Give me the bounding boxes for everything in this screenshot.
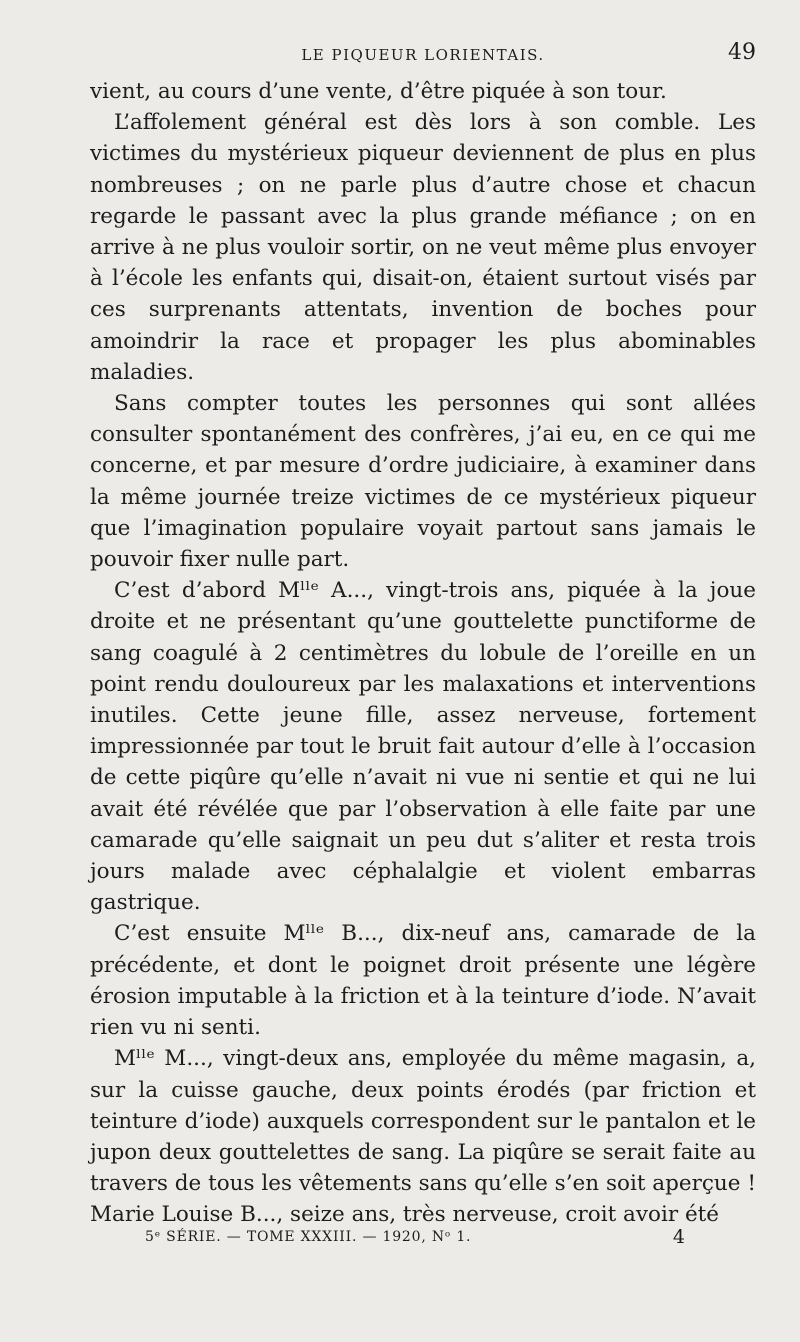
body-text	[90, 76, 756, 1231]
series-info: 5ᵉ SÉRIE. — TOME XXXIII. — 1920, Nᵒ 1.	[145, 1229, 472, 1245]
paragraph: C’est d’abord Mˡˡᵉ A..., vingt-trois ans, piquée à la joue droite et ne présentant qu’une gouttelette punctiforme de sang coagulé à 2 centimètres du lobule de l’oreille en un point rendu douloureux par les malaxations et interventions inutiles. Cette jeune fille, assez nerveuse, fortement impressionnée par tout le bruit fait autour d’elle à l’occasion de cette piqûre qu’elle n’avait ni vue ni sentie et qui ne lui avait été révélée que par l’observation à elle faite par une camarade qu’elle saignait un peu dut s’aliter et resta trois jours malade avec céphalalgie et violent embarras gastrique.	[90, 578, 756, 916]
paragraph-continuation: vient, au cours d’une vente, d’être piquée à son tour.	[90, 79, 667, 104]
paragraph: C’est ensuite Mˡˡᵉ B..., dix-neuf ans, camarade de la précédente, et dont le poignet droit présente une légère érosion imputable à la friction et à la teinture d’iode. N’avait rien vu ni senti.	[90, 921, 756, 1041]
paragraph: Mˡˡᵉ M..., vingt-deux ans, employée du même magasin, a, sur la cuisse gauche, deux points érodés (par friction et teinture d’iode) auxquels correspondent sur le pantalon et le jupon deux gouttelettes de sang. La piqûre se serait faite au travers de tous les vêtements sans qu’elle s’en soit aperçue ! Marie Louise B..., seize ans, très nerveuse, croit avoir été	[90, 1046, 756, 1228]
running-title: LE PIQUEUR LORIENTAIS.	[301, 46, 545, 64]
page-footer	[145, 1226, 685, 1252]
paragraph: L’affolement général est dès lors à son comble. Les victimes du mystérieux piqueur deviennent de plus en plus nombreuses ; on ne parle plus d’autre chose et chacun regarde le passant avec la plus grande méfiance ; on en arrive à ne plus vouloir sortir, on ne veut même plus envoyer à l’école les enfants qui, disait-on, étaient surtout visés par ces surprenants attentats, invention de boches pour amoindrir la race et propager les plus abominables maladies.	[90, 110, 756, 385]
paragraph: Sans compter toutes les personnes qui sont allées consulter spontanément des confrères, j’ai eu, en ce qui me concerne, et par mesure d’ordre judiciaire, à examiner dans la même journée treize victimes de ce mystérieux piqueur que l’imagination populaire voyait partout sans jamais le pouvoir fixer nulle part.	[90, 391, 756, 573]
page-number: 49	[728, 40, 756, 65]
signature-mark: 4	[672, 1226, 685, 1248]
page-header	[90, 40, 756, 76]
